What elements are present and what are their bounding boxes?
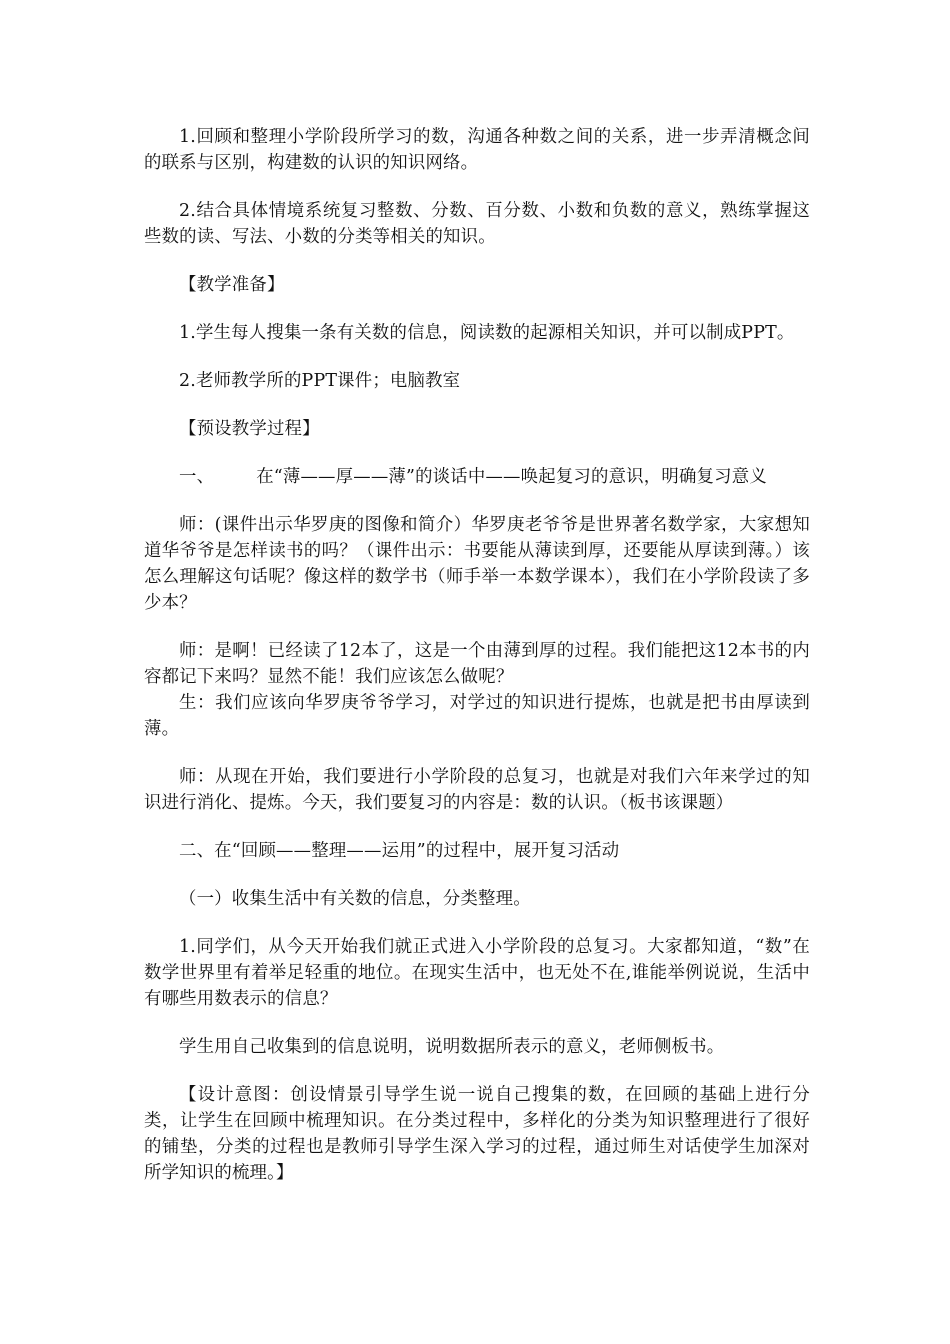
document-body — [144, 124, 810, 1186]
student-answer: 生：我们应该向华罗庚爷爷学习，对学过的知识进行提炼，也就是把书由厚读到薄。 — [144, 693, 810, 739]
activity-1: 1.同学们，从今天开始我们就正式进入小学阶段的总复习。大家都知道，“数”在数学世界里有着举足轻重的地位。在现实生活中，也无处不在,谁能举例说说，生活中有哪些用数表示的信息？ — [144, 937, 810, 1009]
objective-2: 2.结合具体情境系统复习整数、分数、百分数、小数和负数的意义，熟练掌握这些数的读、写法、小数的分类等相关的知识。 — [144, 201, 810, 247]
teacher-12-books: 师：是啊！已经读了12本了，这是一个由薄到厚的过程。我们能把这12本书的内容都记下来吗？显然不能！我们应该怎么做呢？ — [144, 641, 810, 687]
design-intent: 【设计意图：创设情景引导学生说一说自己搜集的数，在回顾的基础上进行分类，让学生在回顾中梳理知识。在分类过程中，多样化的分类为知识整理进行了很好的铺垫，分类的过程也是教师引导学生深入学习的过程，通过师生对话使学生加深对所学知识的梳理。】 — [144, 1085, 810, 1183]
section-1-heading — [144, 464, 810, 490]
preparation-2: 2.老师教学所的PPT课件；电脑教室 — [179, 371, 461, 391]
section-1-title: 在“薄——厚——薄”的谈话中——唤起复习的意识，明确复习意义 — [256, 467, 767, 487]
teacher-intro: 师：(课件出示华罗庚的图像和简介）华罗庚老爷爷是世界著名数学家，大家想知道华爷爷是怎样读书的吗？（课件出示：书要能从薄读到厚，还要能从厚读到薄。）该怎么理解这句话呢？像这样的数学书（师手举一本数学课本），我们在小学阶段读了多少本？ — [144, 515, 810, 613]
heading-teaching-process: 【预设教学过程】 — [179, 419, 320, 439]
subsection-1-heading: （一）收集生活中有关数的信息，分类整理。 — [179, 889, 531, 909]
section-2-heading: 二、在“回顾——整理——运用”的过程中，展开复习活动 — [179, 841, 620, 861]
student-activity: 学生用自己收集到的信息说明，说明数据所表示的意义，老师侧板书。 — [179, 1037, 725, 1057]
objective-1: 1.回顾和整理小学阶段所学习的数，沟通各种数之间的关系，进一步弄清概念间的联系与区别，构建数的认识的知识网络。 — [144, 127, 810, 173]
heading-teaching-preparation: 【教学准备】 — [179, 275, 285, 295]
preparation-1: 1.学生每人搜集一条有关数的信息，阅读数的起源相关知识，并可以制成PPT。 — [179, 323, 795, 343]
teacher-start-review: 师：从现在开始，我们要进行小学阶段的总复习，也就是对我们六年来学过的知识进行消化、提炼。今天，我们要复习的内容是：数的认识。（板书该课题） — [144, 767, 810, 813]
section-1-number: 一、 — [179, 467, 215, 487]
